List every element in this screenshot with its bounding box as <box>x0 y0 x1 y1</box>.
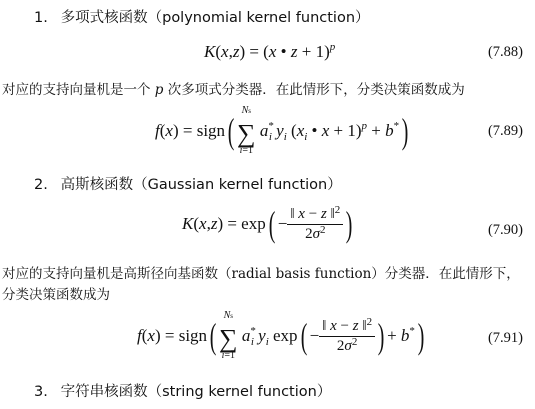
section-number: 2. <box>34 177 48 193</box>
equation-number: (7.91) <box>487 330 523 346</box>
section-title: 高斯核函数（Gaussian kernel function） <box>60 177 342 193</box>
section-heading-2 <box>34 173 342 194</box>
section-number: 3. <box>34 384 48 400</box>
paragraph-1: 对应的支持向量机是一个 p 次多项式分类器．在此情形下，分类决策函数成为 <box>2 82 465 98</box>
equation-7-88: K(x,z) = (x • z + 1)$^p$ <box>204 41 336 61</box>
section-heading-1 <box>34 6 370 27</box>
section-title: 多项式核函数（polynomial kernel function） <box>60 10 370 26</box>
equation-number: (7.90) <box>487 222 523 238</box>
equation-number: (7.88) <box>487 44 523 60</box>
paragraph-2-line-2: 分类决策函数成为 <box>2 287 110 303</box>
section-title: 字符串核函数（string kernel function） <box>60 384 332 400</box>
equation-number: (7.89) <box>487 123 523 139</box>
equation-7-90: K(x,z) = exp( − $\frac{‖ x - z ‖^2}{2\sigma^2}$ ) <box>182 203 353 244</box>
paragraph-2-line-1: 对应的支持向量机是高斯径向基函数（radial basis function）分类器．在此情形下， <box>2 266 520 282</box>
section-number: 1. <box>34 10 48 26</box>
equation-7-91: f(x) = sign( Ns ∑ i=1 $a^*_i$ $y_i$ exp( − $\frac{‖ x - z ‖^2}{2\sigma^2}$ ) + b*) <box>137 310 425 361</box>
section-heading-3 <box>34 380 331 401</box>
equation-7-89: f(x) = sign( Ns ∑ i=1 $a^*_i$ $y_i$ ($x_i$ • x + 1)$^p$ + b*) <box>155 105 409 156</box>
